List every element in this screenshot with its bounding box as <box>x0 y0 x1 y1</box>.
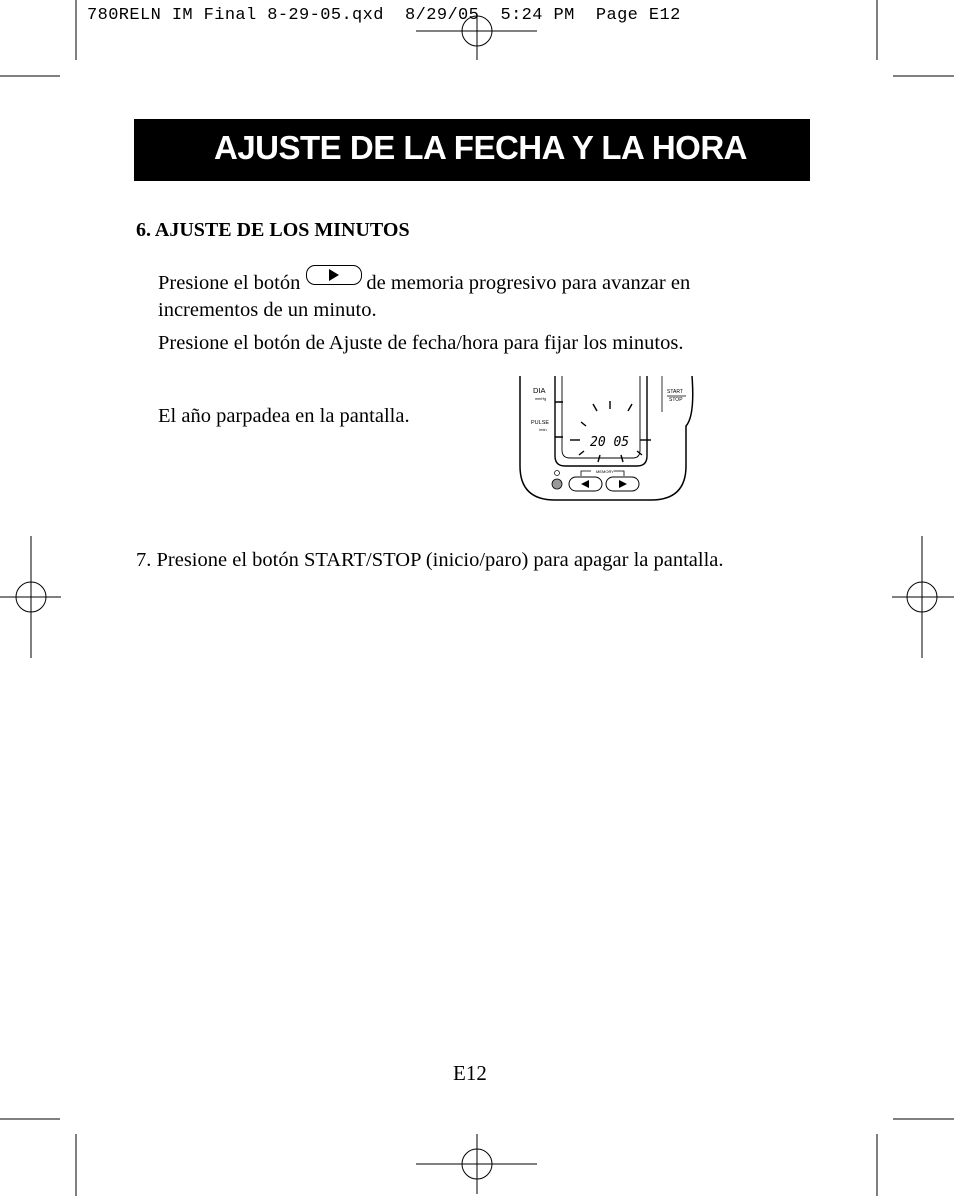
date-time-set-button <box>552 479 562 489</box>
dia-unit: mmHg <box>535 397 547 401</box>
step6-paragraph-3: El año parpadea en la pantalla. <box>158 405 410 427</box>
stop-label: STOP <box>669 397 683 403</box>
dia-label: DIA <box>533 386 546 395</box>
monitor-illustration <box>519 376 695 504</box>
left-arrow-icon <box>581 480 589 488</box>
step6-para1-after: de memoria progresivo para avanzar en incrementos de un minuto. <box>158 272 691 321</box>
title-bar <box>134 119 810 181</box>
right-arrow-icon <box>619 480 627 488</box>
lcd-frame <box>555 376 647 466</box>
right-arrow-icon <box>306 265 362 285</box>
blink-rays <box>570 401 651 462</box>
step6-para1-before: Presione el botón <box>158 272 301 294</box>
slug-line: 780RELN IM Final 8-29-05.qxd 8/29/05 5:24 PM Page E12 <box>87 6 681 25</box>
clock-icon <box>555 471 560 476</box>
memory-label: MEMORY <box>596 469 614 474</box>
page-number: E12 <box>453 1061 487 1085</box>
step6-paragraph-1 <box>158 265 778 324</box>
page-title: AJUSTE DE LA FECHA Y LA HORA <box>214 129 747 166</box>
pulse-label: PULSE <box>531 420 550 426</box>
pulse-unit: /min <box>539 427 547 432</box>
lcd-year-display: 20 05 <box>590 435 630 450</box>
step7-text: 7. Presione el botón START/STOP (inicio/paro) para apagar la pantalla. <box>136 549 724 571</box>
step6-heading: 6. AJUSTE DE LOS MINUTOS <box>136 219 410 241</box>
start-label: START <box>667 389 683 395</box>
step6-paragraph-2: Presione el botón de Ajuste de fecha/hora para fijar los minutos. <box>158 332 684 354</box>
